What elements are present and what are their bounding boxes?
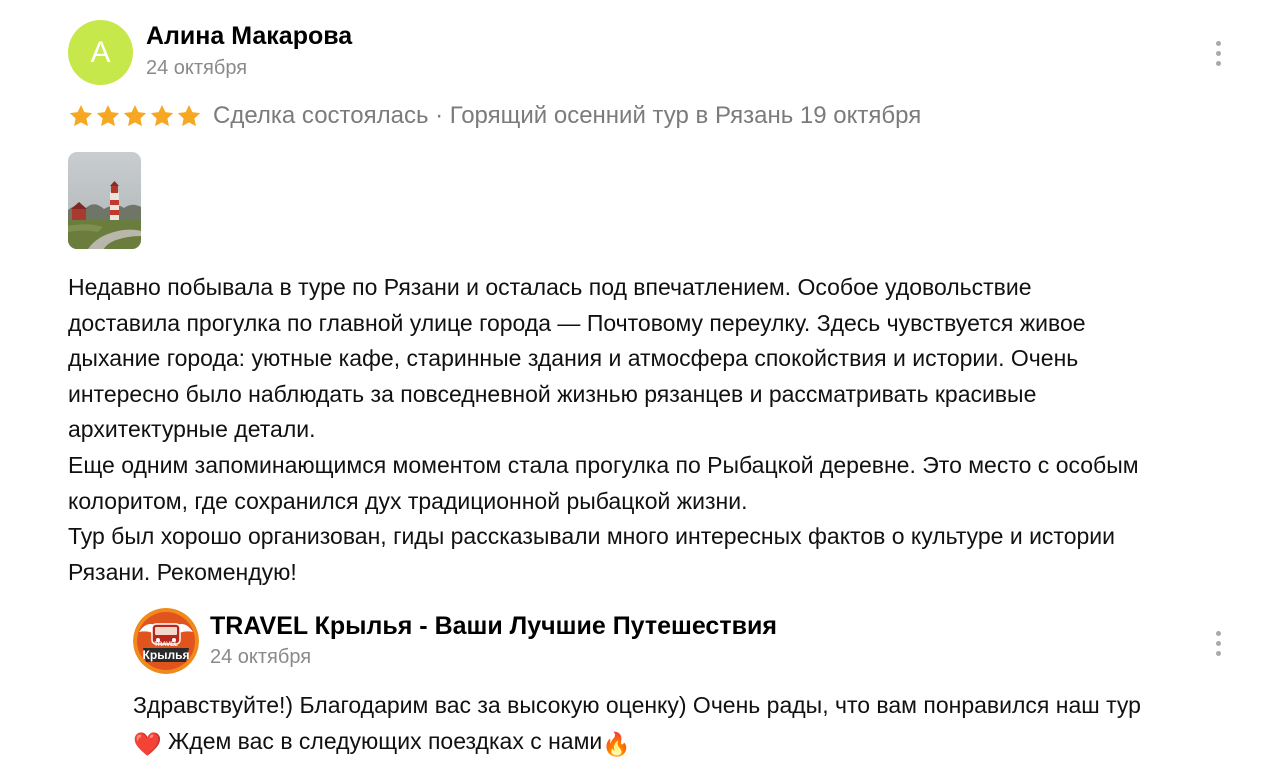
reply-line: Здравствуйте!) Благодарим вас за высокую оценку) Очень рады, что вам понравился наш тур: [133, 692, 1141, 718]
author-avatar[interactable]: [68, 20, 133, 85]
company-logo[interactable]: [133, 608, 199, 674]
rating-row: [68, 101, 921, 131]
reply-line: [133, 724, 1253, 763]
star-icon: [122, 103, 148, 129]
review-text-line: Рязани. Рекомендую!: [68, 558, 297, 585]
reply-line-text: Ждем вас в следующих поездках с нами: [161, 727, 603, 754]
star-icon: [68, 103, 94, 129]
heart-emoji-icon: ❤️: [133, 730, 162, 757]
review-text-line: доставила прогулка по главной улице города — Почтовому переулку. Здесь чувствуется живое: [68, 309, 1086, 336]
reply-author-name[interactable]: TRAVEL Крылья - Ваши Лучшие Путешествия: [210, 612, 777, 640]
reply-text: [133, 688, 1253, 762]
review-text-line: Недавно побывала в туре по Рязани и осталась под впечатлением. Особое удовольствие: [68, 274, 1032, 300]
logo-brand-text: Крылья: [142, 648, 190, 662]
review-text-line: Тур был хорошо организован, гиды рассказывали много интересных фактов о культуре и истории: [68, 523, 1115, 550]
review-text-line: Еще одним запоминающимся моментом стала прогулка по Рыбацкой деревне. Это место с особым: [68, 451, 1139, 478]
review-date: 24 октября: [146, 57, 248, 79]
star-icon: [95, 103, 121, 129]
avatar-initial: А: [90, 36, 111, 69]
review-more-button[interactable]: [1208, 36, 1228, 70]
review-photo[interactable]: [68, 152, 141, 249]
wings-bus-logo-icon: [133, 608, 199, 674]
reply-date: 24 октября: [210, 646, 312, 668]
review-text: [68, 270, 1248, 590]
logo-travel-text: TRAVEL: [154, 642, 178, 648]
review-text-line: колоритом, где сохранился дух традиционной рыбацкой жизни.: [68, 487, 748, 514]
star-rating: [68, 103, 202, 129]
review-text-line: архитектурные детали.: [68, 416, 316, 443]
review-text-line: дыхание города: уютные кафе, старинные здания и атмосфера спокойствия и истории. Очень: [68, 345, 1079, 372]
more-vertical-icon: [1216, 41, 1221, 46]
star-icon: [149, 103, 175, 129]
review-text-line: интересно было наблюдать за повседневной жизнью рязанцев и рассматривать красивые: [68, 380, 1037, 407]
more-vertical-icon: [1216, 631, 1221, 636]
star-icon: [176, 103, 202, 129]
reply-more-button[interactable]: [1208, 626, 1228, 660]
lighthouse-photo: [68, 152, 141, 249]
fire-emoji-icon: 🔥: [602, 730, 631, 757]
author-name[interactable]: Алина Макарова: [146, 22, 353, 50]
deal-info: Сделка состоялась · Горящий осенний тур в Рязань 19 октября: [213, 102, 922, 129]
